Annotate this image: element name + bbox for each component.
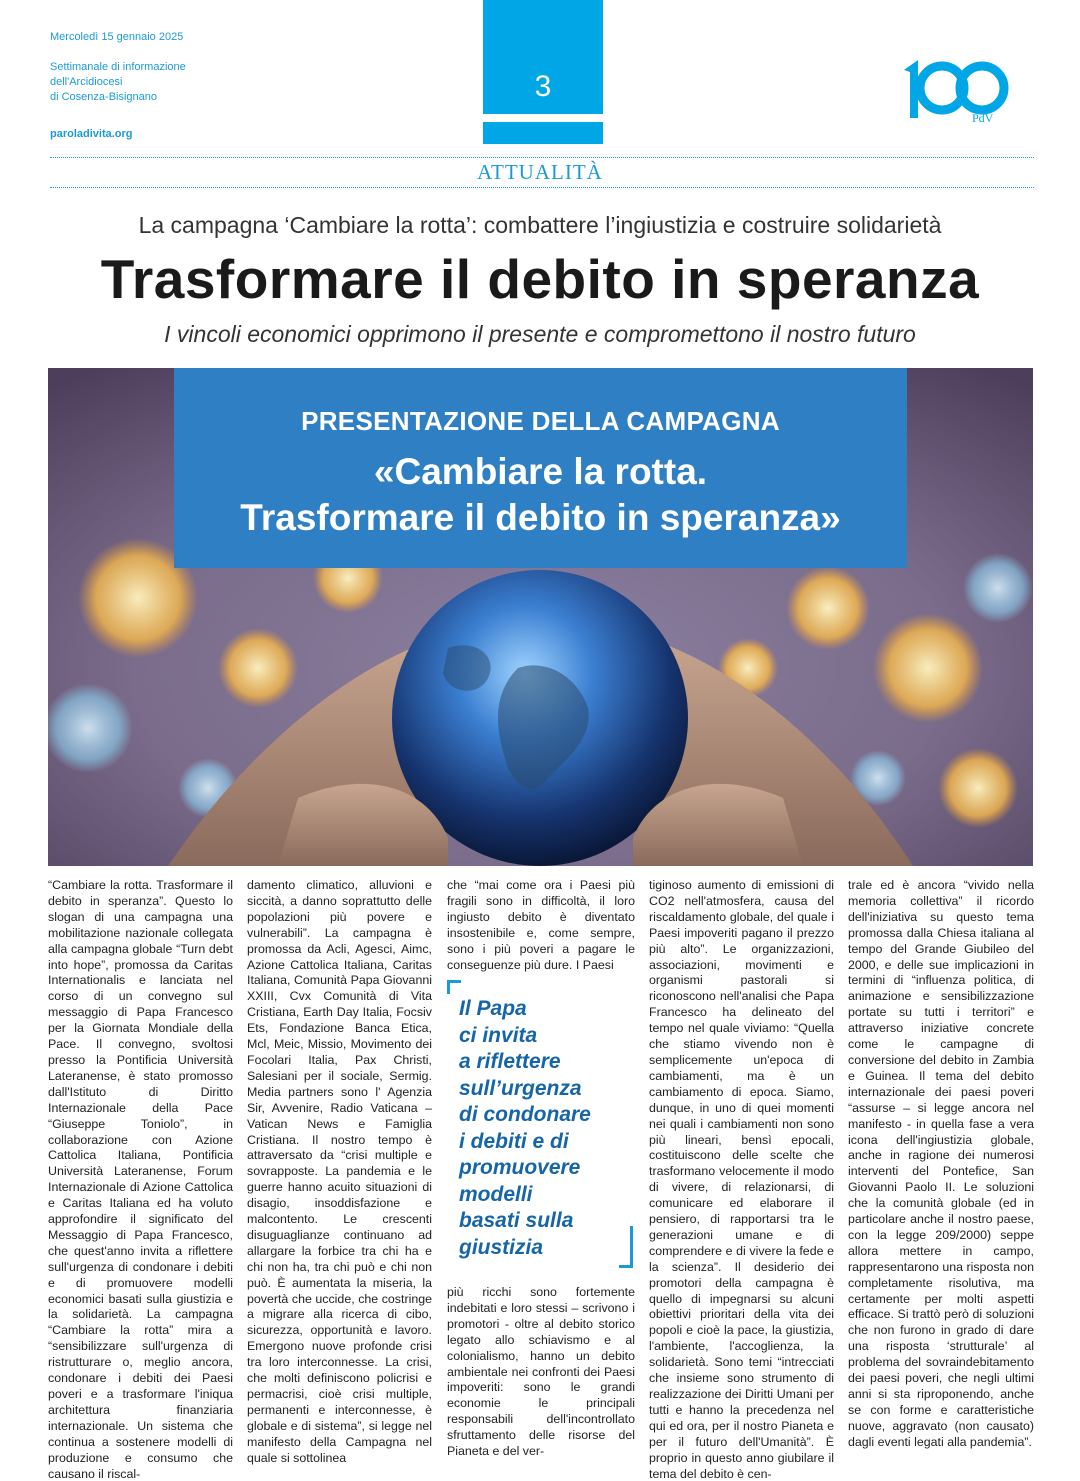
quote-bracket-top-left <box>447 980 461 994</box>
article-photo <box>48 368 1033 866</box>
article-column-3-bottom: più ricchi sono fortemente indebitati e loro stessi – scrivono i promotori - oltre al debito storico legato allo schiavismo e al colonialismo, hanno un debito ambientale nei confronti dei Paesi impoveriti: sono le grandi economie le principali responsabili dell'incontrollato sfruttamento delle risorse del Pianeta e del ver- <box>447 1285 635 1459</box>
publication-description: Settimanale di informazione dell'Arcidiocesi di Cosenza-Bisignano <box>50 61 186 103</box>
page-number: 3 <box>534 70 552 103</box>
article-column-4: tiginoso aumento di emissioni di CO2 nell'atmosfera, causa del riscaldamento globale, del quale i Paesi impoveriti pagano il prezzo più alto”. Le organizzazioni, associazioni, movimenti e organismi pastorali si riconoscono nell'analisi che Papa Francesco ha delineato del tempo nel quale viviamo: “Quella che stiamo vivendo non è semplicemente un'epoca di cambiamenti, ma è un cambiamento di epoca. Siamo, dunque, in uno di quei momenti nei quali i cambiamenti non sono più lineari, bensì epocali, costituiscono delle scelte che trasformano velocemente il modo di vivere, di relazionarsi, di comunicare ed elaborare il pensiero, di rapportarsi tra le generazioni umane e di comprendere e di vivere la fede e la scienza”. Il desiderio dei promotori della campagna è quello di impegnarsi su alcuni obiettivi prioritari della vita dei popoli e cioè la pace, la giustizia, l'ambiente, l'accoglienza, la solidarietà. Sono temi “intrecciati che insieme sono strumento di realizzazione dei Diritti Umani per tutti e hanno la precedenza nel qui ed ora, per il nostro Pianeta e per il futuro dell'Umanità”. È proprio in questo anno giubilare il tema del debito è cen- <box>649 878 834 1481</box>
banner-line-2: «Cambiare la rotta. <box>373 451 708 492</box>
article-title: Trasformare il debito in speranza <box>100 248 980 310</box>
section-title: ATTUALITÀ <box>477 160 603 184</box>
article-column-3-top: che “mai come ora i Paesi più fragili sono in difficoltà, il loro ingiusto debito è diventato insostenibile e, come sempre, sono i più poveri a pagare le conseguenze più dure. I Paesi <box>447 878 635 972</box>
pull-quote <box>447 980 635 1268</box>
article-column-1: “Cambiare la rotta. Trasformare il debito in speranza”. Questo lo slogan di una campagna una mobilitazione nazionale collegata alla campagna globale “Turn debt into hope”, promossa da Caritas Internationalis e lanciata nel corso di un convegno sul messaggio di Papa Francesco per la Giornata Mondiale della Pace. Il convegno, svoltosi presso la Pontificia Università Lateranense, è stato promosso dall'Istituto di Diritto Internazionale della Pace “Giuseppe Toniolo”, in collaborazione con Azione Cattolica Italiana, Pontificia Università Lateranense, Forum Internazionale di Azione Cattolica e Caritas Italiana ed ha voluto approfondire il significato del Messaggio di Papa Francesco, che quest'anno invita a riflettere sull'urgenza di condonare i debiti e di promuovere modelli economici basati sulla giustizia e la solidarietà. La campagna “Cambiare la rotta” mira a “sensibilizzare sull'urgenza di ristrutturare o, meglio ancora, condonare i debiti dei Paesi poveri e a trasformare l'iniqua architettura finanziaria internazionale. Un sistema che continua a sostenere modelli di produzione e consumo che causano il riscal- <box>48 878 233 1481</box>
article-column-2: damento climatico, alluvioni e siccità, a danno soprattutto delle popolazioni più povere e vulnerabili”. La campagna è promossa da Acli, Agesci, Aimc, Azione Cattolica Italiana, Caritas Italiana, Comunità Papa Giovanni XXIII, Cvx Comunità di Vita Cristiana, Earth Day Italia, Focsiv Ets, Fondazione Banca Etica, Mcl, Meic, Missio, Movimento dei Focolari Italia, Pax Christi, Salesiani per il sociale, Sermig. Media partners sono l' Agenzia Sir, Avvenire, Radio Vaticana – Vatican News e Famiglia Cristiana. Il nostro tempo è attraversato da “crisi multiple e sovrapposte. La pandemia e le guerre hanno acuito situazioni di disagio, insoddisfazione e malcontento. Le crescenti disuguaglianze continuano ad allargare la forbice tra chi ha e chi non ha, tra chi può e chi non può. È aumentata la miseria, la povertà che uccide, che costringe a migrare alla ricerca di cibo, sicurezza, opportunità e lavoro. Emergono nuove profonde crisi tra loro interconnesse. La crisi, che molti definiscono policrisi e permacrisi, cioè crisi multiple, permanenti e interconnesse, è globale e di sistema”, si legge nel manifesto della Campagna nel quale si sottolinea <box>247 878 432 1465</box>
article-column-5: trale ed è ancora “vivido nella memoria collettiva” il ricordo dell'iniziativa su questo tema promossa dalla Chiesa italiana al tempo del Grande Giubileo del 2000, e delle sue implicazioni in termini di “influenza politica, di animazione e sensibilizzazione portate su tutti i territori” e attraverso iniziative concrete come le campagne di conversione del debito in Zambia e Guinea. Il tema del debito internazionale dei paesi poveri “assurse – si legge ancora nel manifesto - in quella fase a vera icona dell'ingiustizia globale, anche in ragione dei numerosi interventi del Pontefice, San Giovanni Paolo II. Le soluzioni che la comunità globale (ed in particolare anche il nostro paese, con la legge 209/2000) seppe allora mettere in campo, rappresentarono una risposta non completamente risolutiva, ma certamente per molti aspetti efficace. Si trattò però di soluzioni che non furono in grado di dare una risposta ‘strutturale’ al problema del sovraindebitamento dei paesi poveri, che negli ultimi anni si sta riproponendo, anche se con forme e caratteristiche nuove, aggravato (non causato) dagli eventi legati alla pandemia”. <box>848 878 1034 1449</box>
campaign-banner <box>174 368 907 568</box>
page-number-box <box>483 0 603 114</box>
header-rule-top <box>50 157 1034 158</box>
article-kicker: La campagna ‘Cambiare la rotta’: combattere l’ingiustizia e costruire solidarietà <box>138 212 942 238</box>
centenary-logo <box>902 58 1014 128</box>
pull-quote-text: Il Papa ci invita a riflettere sull’urgenza di condonare i debiti e di promuovere modelli basati sulla giustizia <box>459 997 591 1259</box>
logo-subtext: PdV <box>972 111 994 125</box>
banner-line-3: Trasformare il debito in speranza» <box>240 497 841 538</box>
masthead-info <box>50 30 350 142</box>
page-number-bar <box>483 122 603 144</box>
issue-date: Mercoledì 15 gennaio 2025 <box>50 31 184 43</box>
website-link[interactable]: paroladivita.org <box>50 128 133 140</box>
centenary-logo-icon <box>902 58 1014 128</box>
banner-line-1: PRESENTAZIONE DELLA CAMPAGNA <box>301 406 780 436</box>
header-rule-bottom <box>50 187 1034 188</box>
quote-bracket-bottom-right <box>619 1226 633 1268</box>
article-subtitle: I vincoli economici opprimono il presente e compromettono il nostro futuro <box>164 321 916 347</box>
